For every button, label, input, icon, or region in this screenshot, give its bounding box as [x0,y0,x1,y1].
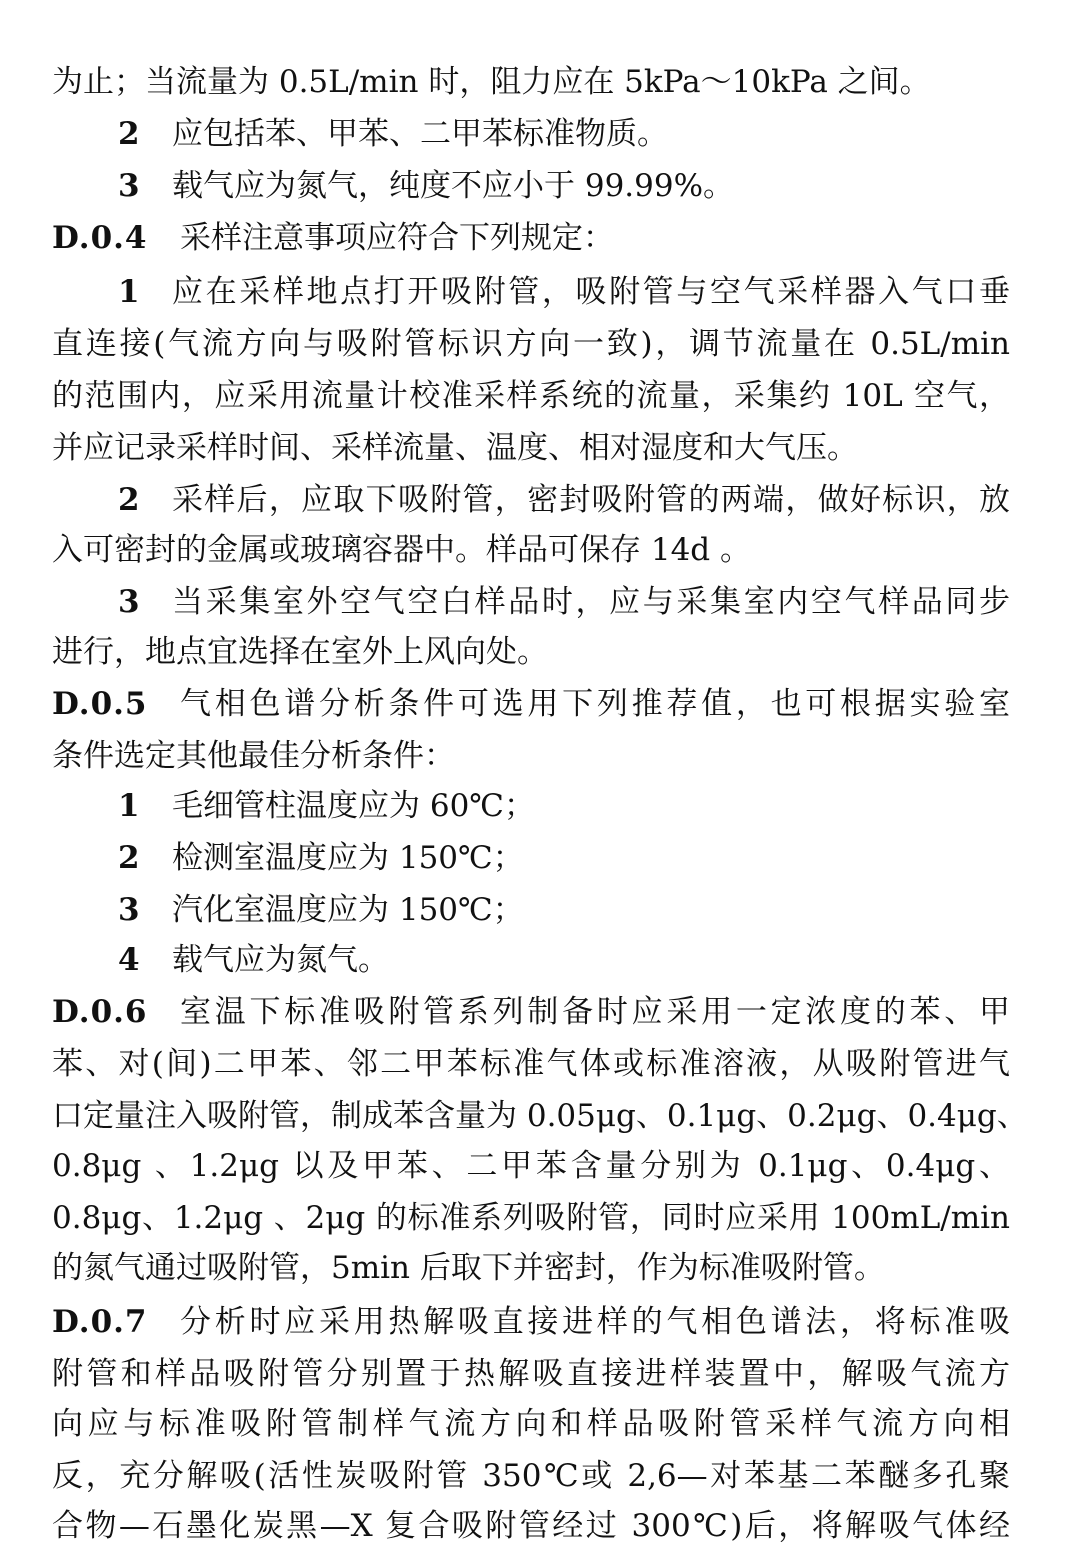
item-text: 毛细管柱温度应为 60℃； [172,788,535,824]
text-line [0,1398,1080,1450]
clause-text: 室温下标准吸附管系列制备时应采用一定浓度的苯、甲 [180,994,1010,1030]
text-line [0,1500,1080,1552]
item-text: 载气应为氮气。 [172,942,389,978]
item-text: 载气应为氮气，纯度不应小于 99.99%。 [172,168,735,204]
text-line [0,1242,1080,1294]
paragraph-text: 并应记录采样时间、采样流量、温度、相对湿度和大气压。 [52,430,858,466]
clause-number: D.0.5 [52,686,148,722]
text-line [0,1140,1080,1192]
item-text: 当采集室外空气空白样品时，应与采集室内空气样品同步 [172,584,1010,620]
list-item [0,474,1080,526]
item-number: 2 [118,116,140,152]
clause-heading [0,212,1080,264]
item-text: 应包括苯、甲苯、二甲苯标准物质。 [172,116,668,152]
paragraph-text: 的氮气通过吸附管，5min 后取下并密封，作为标准吸附管。 [52,1250,885,1286]
item-text: 应在采样地点打开吸附管，吸附管与空气采样器入气口垂 [172,274,1010,310]
clause-text: 气相色谱分析条件可选用下列推荐值，也可根据实验室 [180,686,1010,722]
text-line [0,1192,1080,1244]
text-line [0,1450,1080,1502]
paragraph-text: 向应与标准吸附管制样气流方向和样品吸附管采样气流方向相 [52,1406,1010,1442]
list-item [0,884,1080,936]
paragraph-text: 为止；当流量为 0.5L/min 时，阻力应在 5kPa～10kPa 之间。 [52,64,931,100]
item-number: 3 [118,892,140,928]
paragraph-text: 的范围内，应采用流量计校准采样系统的流量，采集约 10L 空气， [52,378,1010,414]
list-item [0,934,1080,986]
list-item [0,780,1080,832]
text-line [0,626,1080,678]
item-text: 检测室温度应为 150℃； [172,840,524,876]
list-item [0,832,1080,884]
paragraph-text: 附管和样品吸附管分别置于热解吸直接进样装置中，解吸气流方 [52,1356,1010,1392]
text-line [0,524,1080,576]
paragraph-text: 反，充分解吸(活性炭吸附管 350℃或 2,6—对苯基二苯醚多孔聚 [52,1458,1010,1494]
item-text: 采样后，应取下吸附管，密封吸附管的两端，做好标识，放 [172,482,1010,518]
text-line [0,730,1080,782]
text-line [0,1090,1080,1142]
paragraph-text: 苯、对(间)二甲苯、邻二甲苯标准气体或标准溶液，从吸附管进气 [52,1046,1010,1082]
item-number: 3 [118,584,140,620]
text-line [0,370,1080,422]
paragraph-text: 直连接(气流方向与吸附管标识方向一致)，调节流量在 0.5L/min [52,326,1010,362]
paragraph-text: 合物—石墨化炭黑—X 复合吸附管经过 300℃)后，将解吸气体经 [52,1508,1010,1544]
item-text: 汽化室温度应为 150℃； [172,892,524,928]
item-number: 3 [118,168,140,204]
list-item [0,576,1080,628]
list-item [0,108,1080,160]
item-number: 2 [118,840,140,876]
clause-number: D.0.7 [52,1304,148,1340]
clause-heading [0,678,1080,730]
clause-number: D.0.4 [52,220,148,256]
item-number: 2 [118,482,140,518]
paragraph-text: 进行，地点宜选择在室外上风向处。 [52,634,548,670]
clause-heading [0,1296,1080,1348]
item-number: 4 [118,942,140,978]
paragraph-text: 条件选定其他最佳分析条件： [52,738,455,774]
text-line [0,56,1080,108]
clause-text: 分析时应采用热解吸直接进样的气相色谱法，将标准吸 [180,1304,1010,1340]
item-number: 1 [118,788,140,824]
clause-text: 采样注意事项应符合下列规定： [180,220,614,256]
clause-number: D.0.6 [52,994,148,1030]
paragraph-text: 0.8μg、1.2μg 、2μg 的标准系列吸附管，同时应采用 100mL/min [52,1200,1010,1236]
item-number: 1 [118,274,140,310]
clause-heading [0,986,1080,1038]
text-line [0,1038,1080,1090]
text-line [0,318,1080,370]
list-item [0,160,1080,212]
text-line [0,422,1080,474]
paragraph-text: 口定量注入吸附管，制成苯含量为 0.05μg、0.1μg、0.2μg、0.4μg、 [52,1098,1028,1134]
paragraph-text: 0.8μg 、1.2μg 以及甲苯、二甲苯含量分别为 0.1μg、0.4μg、 [52,1148,1010,1184]
paragraph-text: 入可密封的金属或玻璃容器中。样品可保存 14d 。 [52,532,751,568]
list-item [0,266,1080,318]
text-line [0,1348,1080,1400]
